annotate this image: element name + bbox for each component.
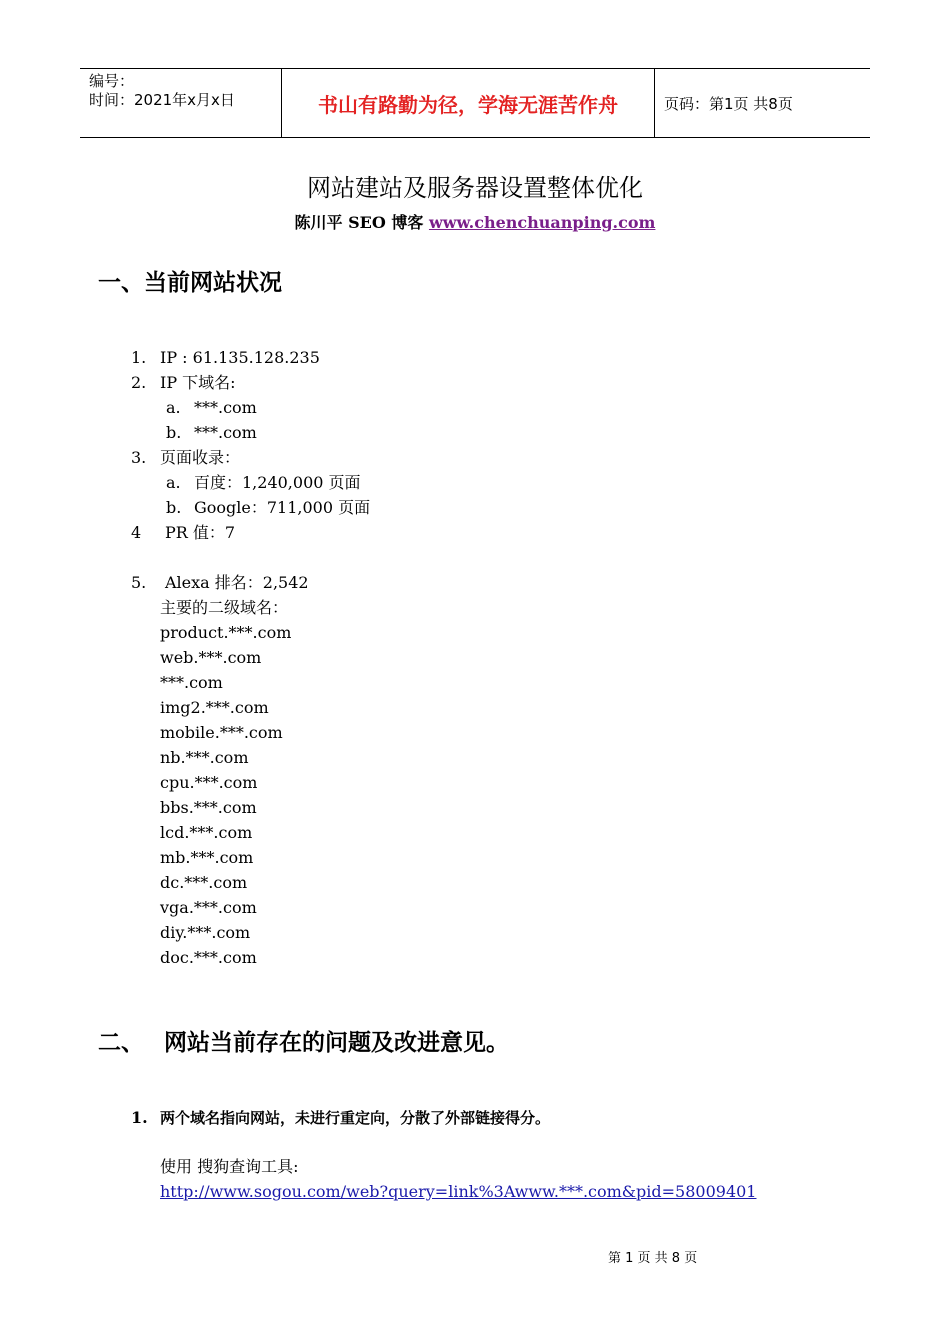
section1-heading: 一、当前网站状况 [98,270,282,296]
list-item-text: Alexa 排名：2,542 [165,573,309,592]
document-title: 网站建站及服务器设置整体优化 [307,174,643,202]
subdomain-item: dc.***.com [160,873,248,892]
author-line [0,210,950,233]
subdomain-item: ***.com [160,673,223,692]
list-item-number: 4 [131,523,142,542]
section2-heading-number: 二、 [98,1030,144,1056]
subdomain-item: img2.***.com [160,698,269,717]
page-footer: 第 1 页 共 8 页 [608,1251,698,1266]
header-page-info: 页码：第1页 共8页 [664,95,793,113]
list-item-number: 2. [131,373,147,392]
subdomain-item: product.***.com [160,623,292,642]
list-item-text: PR 值：7 [165,523,236,542]
document-date-label: 时间：2021年x月x日 [89,91,235,109]
header-motto-cell [282,69,655,137]
list-item-number: b. [166,423,182,442]
list-item-text: IP : 61.135.128.235 [160,348,320,367]
subdomain-item: mb.***.com [160,848,254,867]
list-item-text: IP 下域名: [160,373,236,392]
document-number-label: 编号： [89,72,135,90]
list-item-number: a. [166,398,181,417]
subdomain-title: 主要的二级域名： [160,598,289,617]
subdomain-item: web.***.com [160,648,262,667]
subdomain-item: doc.***.com [160,948,257,967]
list-item-text: 页面收录： [160,448,241,467]
list-item-number: 5. [131,573,147,592]
header-page-cell [655,69,870,137]
list-item-text: Google：711,000 页面 [194,498,371,517]
list-item-text: 百度：1,240,000 页面 [194,473,361,492]
section2-heading [98,1024,509,1057]
subdomain-item: vga.***.com [160,898,257,917]
list-item-number: a. [166,473,181,492]
issue-item-number: 1. [131,1108,148,1127]
subdomain-item: bbs.***.com [160,798,257,817]
subdomain-item: nb.***.com [160,748,249,767]
tool-description: 使用 搜狗查询工具: [160,1157,299,1176]
header-meta-cell [80,69,282,137]
subdomain-item: cpu.***.com [160,773,258,792]
sogou-query-link[interactable]: http://www.sogou.com/web?query=link%3Awww.***.com&pid=58009401 [160,1182,757,1201]
list-item-text: ***.com [194,423,257,442]
list-item-text: ***.com [194,398,257,417]
list-item-number: 3. [131,448,147,467]
header-motto: 书山有路勤为径，学海无涯苦作舟 [318,93,618,117]
list-item-number: 1. [131,348,147,367]
author-name: 陈川平 SEO 博客 [294,213,429,232]
section2-heading-text: 网站当前存在的问题及改进意见。 [164,1030,509,1056]
subdomain-item: diy.***.com [160,923,251,942]
author-blog-link[interactable]: www.chenchuanping.com [428,213,656,232]
list-item-number: b. [166,498,182,517]
subdomain-item: lcd.***.com [160,823,253,842]
page-header [80,68,870,138]
subdomain-item: mobile.***.com [160,723,283,742]
issue-item-text: 两个域名指向网站，未进行重定向，分散了外部链接得分。 [160,1109,551,1127]
